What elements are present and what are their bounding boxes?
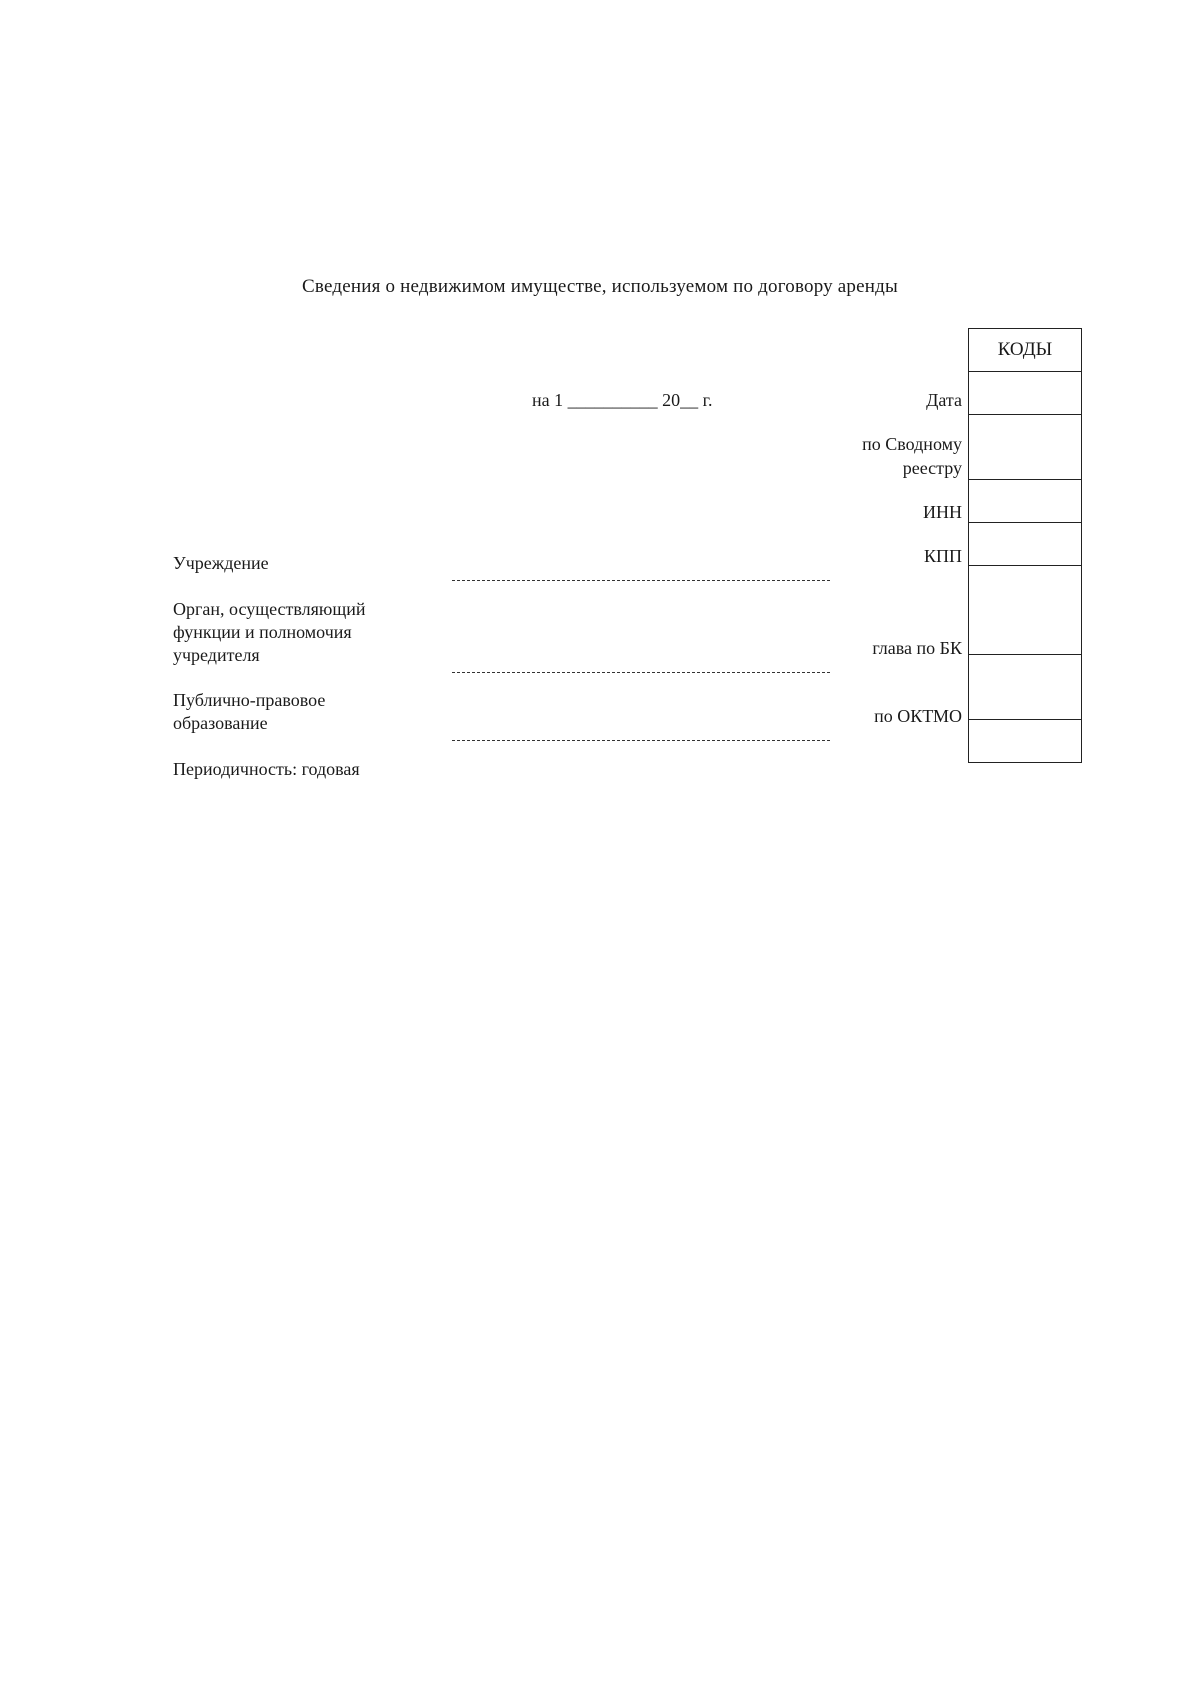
organ-label-line3: учредителя — [173, 645, 260, 665]
kpp-label: КПП — [923, 546, 962, 566]
ppo-fill-line — [452, 740, 830, 741]
code-cell-glava-bk[interactable] — [969, 566, 1082, 655]
ppo-label-line2: образование — [173, 713, 268, 733]
codes-table — [968, 328, 1082, 763]
code-cell-date[interactable] — [969, 372, 1082, 415]
code-cell-periodichnost[interactable] — [969, 720, 1082, 763]
svodny-reestr-label-line2: реестру — [902, 458, 962, 478]
codes-header: КОДЫ — [969, 329, 1082, 372]
report-date-line: на 1 __________ 20__ г. — [532, 390, 713, 410]
uchrezhdenie-fill-line — [452, 580, 830, 581]
ppo-label-line1: Публично-правовое — [173, 690, 326, 710]
date-label: Дата — [926, 390, 962, 410]
oktmo-label: по ОКТМО — [874, 706, 962, 726]
periodichnost-label: Периодичность: годовая — [173, 759, 360, 779]
uchrezhdenie-label: Учреждение — [173, 553, 269, 573]
code-cell-oktmo[interactable] — [969, 655, 1082, 720]
organ-label-line2: функции и полномочия — [173, 622, 352, 642]
code-cell-inn[interactable] — [969, 480, 1082, 523]
inn-label: ИНН — [923, 502, 962, 522]
organ-label-line1: Орган, осуществляющий — [173, 599, 366, 619]
svodny-reestr-label-line1: по Сводному — [862, 434, 962, 454]
code-cell-kpp[interactable] — [969, 523, 1082, 566]
glava-bk-label: глава по БК — [872, 638, 962, 658]
document-title: Сведения о недвижимом имуществе, используемом по договору аренды — [302, 276, 898, 297]
code-cell-svodny-reestr[interactable] — [969, 415, 1082, 480]
organ-fill-line — [452, 672, 830, 673]
